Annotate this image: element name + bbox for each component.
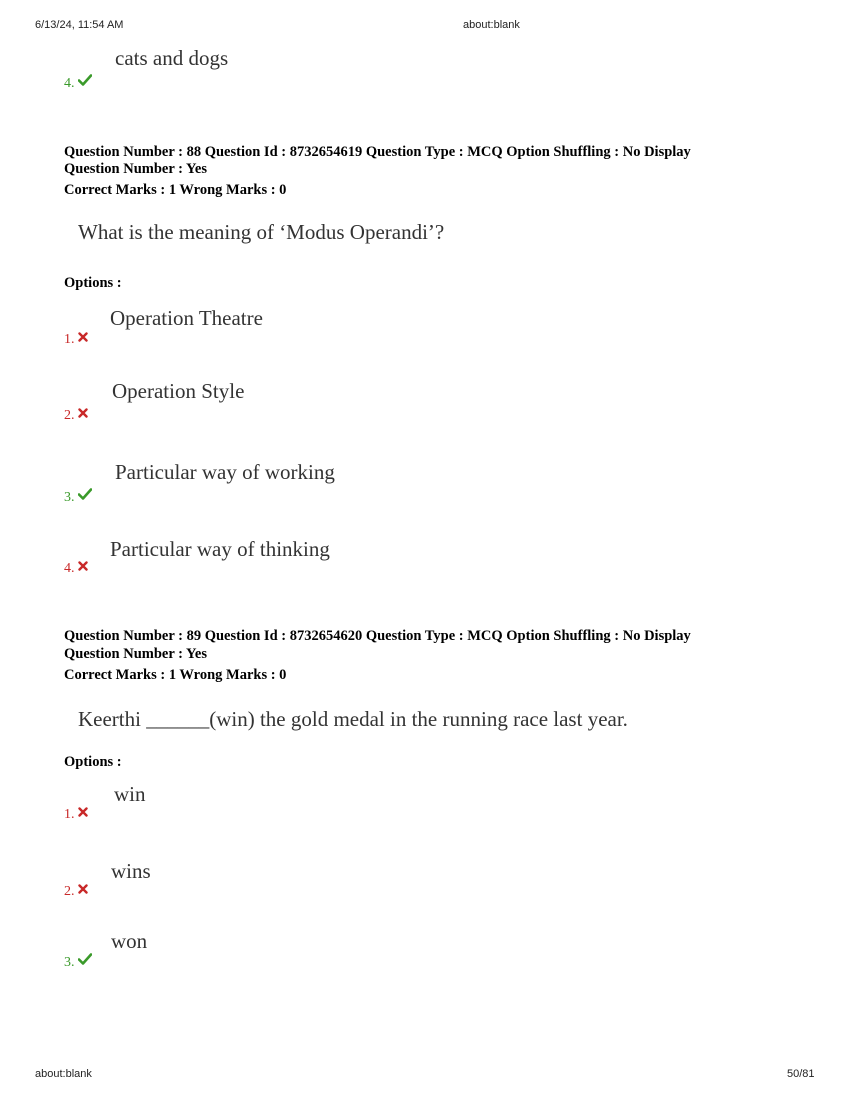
cross-icon	[78, 883, 88, 899]
question-89-text: Keerthi ______(win) the gold medal in the running race last year.	[78, 707, 628, 731]
option-number: 4.	[64, 76, 75, 91]
q89-option-1-marker	[64, 806, 88, 823]
q89-option-3-text: won	[111, 929, 148, 953]
question-88-meta-line2: Question Number : Yes	[64, 161, 207, 177]
q89-option-1-text: win	[114, 782, 146, 806]
option-number: 3.	[64, 955, 75, 970]
cross-icon	[78, 560, 88, 576]
question-89-marks: Correct Marks : 1 Wrong Marks : 0	[64, 667, 287, 683]
q89-option-2-text: wins	[111, 859, 151, 883]
cross-icon	[78, 407, 88, 423]
q88-option-2-marker	[64, 407, 88, 424]
q88-option-3-marker	[64, 488, 92, 506]
option-number: 1.	[64, 807, 75, 822]
question-89-options-label: Options :	[64, 754, 122, 770]
question-88-text: What is the meaning of ‘Modus Operandi’?	[78, 220, 445, 244]
option-number: 1.	[64, 332, 75, 347]
question-89-meta-line1: Question Number : 89 Question Id : 8732654620 Question Type : MCQ Option Shuffling : No Display	[64, 628, 691, 644]
prev-option-number	[64, 74, 92, 92]
option-number: 3.	[64, 490, 75, 505]
print-title: about:blank	[463, 19, 520, 31]
print-page-number: 50/81	[787, 1068, 815, 1080]
q88-option-1-marker	[64, 331, 88, 348]
print-datetime: 6/13/24, 11:54 AM	[35, 19, 124, 31]
check-icon	[78, 953, 92, 970]
check-icon	[78, 488, 92, 505]
question-88-marks: Correct Marks : 1 Wrong Marks : 0	[64, 182, 287, 198]
q89-option-2-marker	[64, 883, 88, 900]
print-footer-url: about:blank	[35, 1068, 92, 1080]
prev-option-text: cats and dogs	[115, 46, 229, 70]
q88-option-3-text: Particular way of working	[115, 460, 335, 484]
q89-option-3-marker	[64, 953, 92, 971]
cross-icon	[78, 806, 88, 822]
cross-icon	[78, 331, 88, 347]
question-88-options-label: Options :	[64, 275, 122, 291]
option-number: 4.	[64, 561, 75, 576]
q88-option-4-marker	[64, 560, 88, 577]
q88-option-1-text: Operation Theatre	[110, 306, 263, 330]
option-number: 2.	[64, 884, 75, 899]
q88-option-2-text: Operation Style	[112, 379, 245, 403]
option-number: 2.	[64, 408, 75, 423]
check-icon	[78, 74, 92, 91]
question-89-meta-line2: Question Number : Yes	[64, 646, 207, 662]
question-88-meta-line1: Question Number : 88 Question Id : 8732654619 Question Type : MCQ Option Shuffling : No Display	[64, 144, 691, 160]
q88-option-4-text: Particular way of thinking	[110, 537, 330, 561]
